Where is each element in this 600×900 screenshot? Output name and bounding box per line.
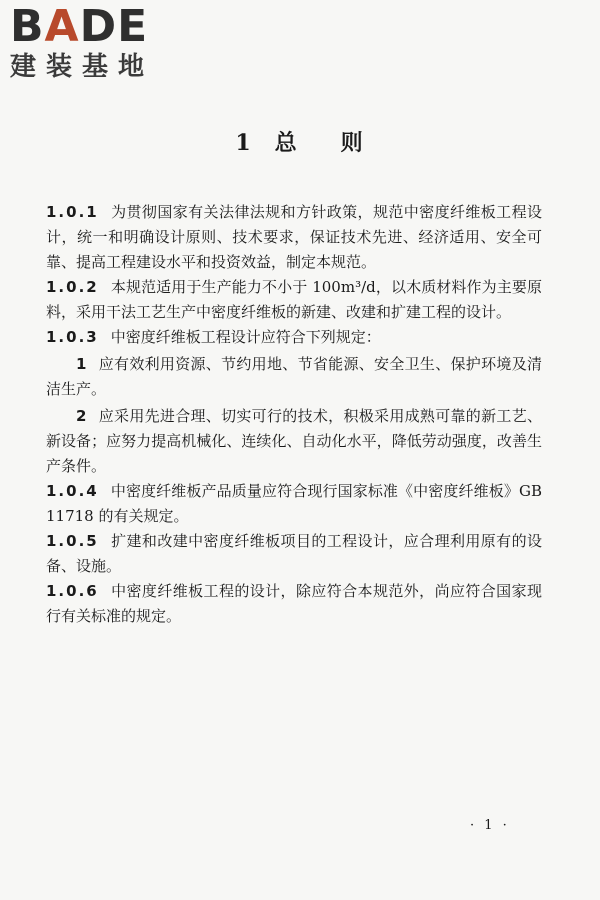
item-number: 2 (76, 407, 87, 425)
chapter-title-char: 则 (340, 130, 365, 156)
clause-1-0-3-item-2 (46, 404, 542, 479)
clause-text: 扩建和改建中密度纤维板项目的工程设计，应合理利用原有的设备、设施。 (46, 532, 542, 575)
item-text: 应有效利用资源、节约用地、节省能源、安全卫生、保护环境及清洁生产。 (46, 355, 542, 398)
clause-1-0-5 (46, 529, 542, 579)
clause-1-0-1 (46, 200, 542, 275)
clause-number: 1.0.1 (46, 203, 99, 221)
brand-logo (10, 1, 180, 84)
chapter-title-char: 总 (274, 130, 299, 156)
clause-number: 1.0.3 (46, 328, 99, 346)
clause-text: 为贯彻国家有关法律法规和方针政策，规范中密度纤维板工程设计，统一和明确设计原则、技术要求，保证技术先进、经济适用、安全可靠、提高工程建设水平和投资效益，制定本规范。 (46, 203, 542, 271)
clause-text: 中密度纤维板产品质量应符合现行国家标准《中密度纤维板》GB 11718 的有关规定。 (46, 482, 542, 525)
clause-number: 1.0.2 (46, 278, 99, 296)
clause-1-0-6 (46, 579, 542, 629)
logo-subtitle: 建装基地 (10, 52, 155, 82)
clause-text: 本规范适用于生产能力不小于 100m³/d，以木质材料作为主要原料，采用干法工艺生产中密度纤维板的新建、改建和扩建工程的设计。 (46, 278, 542, 321)
item-number: 1 (76, 355, 87, 373)
clause-1-0-3-item-1 (46, 352, 542, 402)
clause-text: 中密度纤维板工程设计应符合下列规定： (110, 328, 381, 346)
chapter-number: 1 (235, 130, 253, 156)
clause-number: 1.0.6 (46, 582, 99, 600)
page-number: · 1 · (470, 818, 510, 833)
clause-number: 1.0.4 (46, 482, 99, 500)
clause-1-0-4 (46, 479, 542, 529)
item-text: 应采用先进合理、切实可行的技术，积极采用成熟可靠的新工艺、新设备；应努力提高机械化、连续化、自动化水平，降低劳动强度，改善生产条件。 (46, 407, 542, 475)
clause-text: 中密度纤维板工程的设计，除应符合本规范外，尚应符合国家现行有关标准的规定。 (46, 582, 542, 625)
logo-wordmark: BADE (10, 1, 149, 52)
chapter-title (0, 126, 600, 157)
clause-number: 1.0.5 (46, 532, 99, 550)
clause-1-0-2 (46, 275, 542, 325)
document-body (46, 200, 542, 629)
clause-1-0-3 (46, 325, 542, 350)
